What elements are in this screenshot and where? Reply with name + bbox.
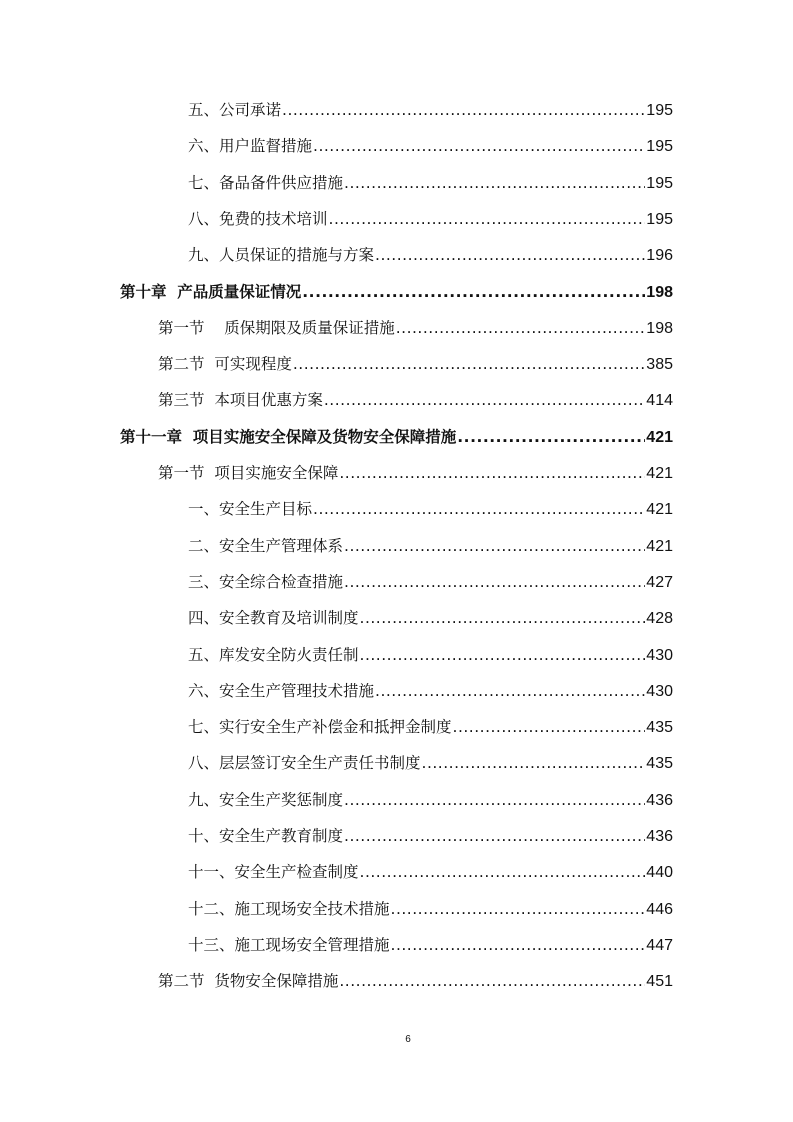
- toc-section-entry[interactable]: [158, 455, 673, 491]
- dot-leader: [375, 237, 645, 273]
- toc-item-entry[interactable]: [188, 891, 673, 927]
- dot-leader: [360, 637, 646, 673]
- dot-leader: [344, 818, 645, 854]
- toc-item-entry[interactable]: [188, 818, 673, 854]
- toc-entry-label: 第一节 项目实施安全保障: [158, 464, 339, 482]
- toc-entry-page: 385: [646, 356, 673, 374]
- toc-entry-label: 十、安全生产教育制度: [188, 827, 344, 845]
- toc-entry-label: 第十章 产品质量保证情况: [120, 282, 302, 301]
- toc-entry-label: 第二节 货物安全保障措施: [158, 972, 339, 991]
- toc-item-entry[interactable]: [188, 637, 673, 673]
- toc-entry-page: 195: [646, 210, 673, 228]
- toc-entry-page: 446: [646, 900, 673, 918]
- dot-leader: [293, 346, 645, 382]
- toc-entry-label: 七、备品备件供应措施: [188, 173, 344, 192]
- toc-entry-page: 430: [646, 646, 673, 664]
- toc-entry-page: 198: [646, 319, 673, 337]
- dot-leader: [391, 927, 646, 963]
- toc-entry-page: 436: [646, 791, 673, 809]
- toc-entry-page: 198: [646, 283, 673, 301]
- toc-item-entry[interactable]: [188, 92, 673, 128]
- toc-item-entry[interactable]: [188, 564, 673, 600]
- page-number: 6: [405, 1034, 411, 1045]
- toc-item-entry[interactable]: [188, 673, 673, 709]
- dot-leader: [396, 310, 646, 346]
- toc-entry-label: 六、用户监督措施: [188, 137, 313, 156]
- toc-entry-page: 195: [646, 138, 673, 156]
- toc-entry-page: 421: [646, 537, 673, 555]
- toc-item-entry[interactable]: [188, 528, 673, 564]
- toc-item-entry[interactable]: [188, 165, 673, 201]
- dot-leader: [282, 92, 645, 128]
- toc-item-entry[interactable]: [188, 782, 673, 818]
- toc-item-entry[interactable]: [188, 237, 673, 273]
- toc-entry-page: 427: [646, 573, 673, 591]
- dot-leader: [453, 709, 646, 745]
- toc-entry-label: 三、安全综合检查措施: [188, 572, 344, 591]
- dot-leader: [344, 165, 645, 201]
- dot-leader: [344, 564, 645, 600]
- toc-entry-label: 十二、施工现场安全技术措施: [188, 899, 390, 918]
- toc-entry-label: 四、安全教育及培训制度: [188, 609, 359, 628]
- dot-leader: [457, 419, 645, 455]
- toc-entry-label: 十一、安全生产检查制度: [188, 863, 359, 882]
- toc-entry-page: 436: [646, 828, 673, 845]
- dot-leader: [344, 528, 645, 564]
- toc-entry-label: 二、安全生产管理体系: [188, 536, 344, 555]
- toc-entry-page: 414: [646, 392, 673, 410]
- dot-leader: [329, 201, 646, 237]
- toc-entry-label: 七、实行安全生产补偿金和抵押金制度: [188, 718, 452, 737]
- toc-entry-page: 430: [646, 682, 673, 700]
- toc-entry-label: 十三、施工现场安全管理措施: [188, 935, 390, 954]
- toc-entry-page: 428: [646, 610, 673, 628]
- toc-entry-label: 五、库发安全防火责任制: [188, 645, 359, 664]
- dot-leader: [339, 455, 645, 491]
- dot-leader: [375, 673, 645, 709]
- toc-entry-page: 451: [646, 973, 673, 991]
- toc-entry-label: 第十一章 项目实施安全保障及货物安全保障措施: [120, 427, 457, 446]
- dot-leader: [422, 745, 646, 781]
- toc-section-entry[interactable]: [158, 382, 673, 418]
- toc-item-entry[interactable]: [188, 491, 673, 527]
- toc-item-entry[interactable]: [188, 745, 673, 781]
- toc-entry-label: 第一节 质保期限及质量保证措施: [158, 318, 395, 337]
- toc-entry-page: 447: [646, 936, 673, 954]
- toc-entry-page: 440: [646, 864, 673, 882]
- toc-entry-page: 421: [646, 428, 673, 446]
- toc-entry-label: 九、人员保证的措施与方案: [188, 246, 375, 265]
- dot-leader: [324, 382, 645, 418]
- toc-chapter-entry[interactable]: [120, 419, 673, 455]
- dot-leader: [360, 600, 646, 636]
- toc-entry-page: 435: [646, 755, 673, 773]
- toc-item-entry[interactable]: [188, 927, 673, 963]
- dot-leader: [313, 128, 645, 164]
- toc-entry-page: 421: [646, 501, 673, 519]
- toc-entry-label: 五、公司承诺: [188, 101, 282, 119]
- toc-section-entry[interactable]: [158, 346, 673, 382]
- toc-chapter-entry[interactable]: [120, 274, 673, 310]
- toc-entry-label: 第二节 可实现程度: [158, 355, 292, 374]
- toc-entry-label: 八、层层签订安全生产责任书制度: [188, 754, 421, 773]
- toc-item-entry[interactable]: [188, 201, 673, 237]
- toc-entry-label: 八、免费的技术培训: [188, 209, 328, 228]
- toc-entry-page: 196: [646, 247, 673, 265]
- toc-entry-page: 435: [646, 719, 673, 737]
- toc-entry-label: 六、安全生产管理技术措施: [188, 681, 375, 700]
- toc-item-entry[interactable]: [188, 709, 673, 745]
- toc-item-entry[interactable]: [188, 600, 673, 636]
- toc-entry-page: 421: [646, 465, 673, 482]
- dot-leader: [339, 963, 645, 999]
- toc-entry-page: 195: [646, 102, 673, 119]
- toc-section-entry[interactable]: [158, 963, 673, 999]
- toc-entry-page: 195: [646, 174, 673, 192]
- toc-item-entry[interactable]: [188, 854, 673, 890]
- dot-leader: [313, 491, 645, 527]
- toc-item-entry[interactable]: [188, 128, 673, 164]
- toc-entry-label: 第三节 本项目优惠方案: [158, 391, 323, 410]
- toc-entry-label: 一、安全生产目标: [188, 500, 313, 519]
- dot-leader: [302, 274, 645, 310]
- dot-leader: [391, 891, 646, 927]
- toc-entry-label: 九、安全生产奖惩制度: [188, 790, 344, 809]
- dot-leader: [360, 854, 646, 890]
- toc-section-entry[interactable]: [158, 310, 673, 346]
- dot-leader: [344, 782, 645, 818]
